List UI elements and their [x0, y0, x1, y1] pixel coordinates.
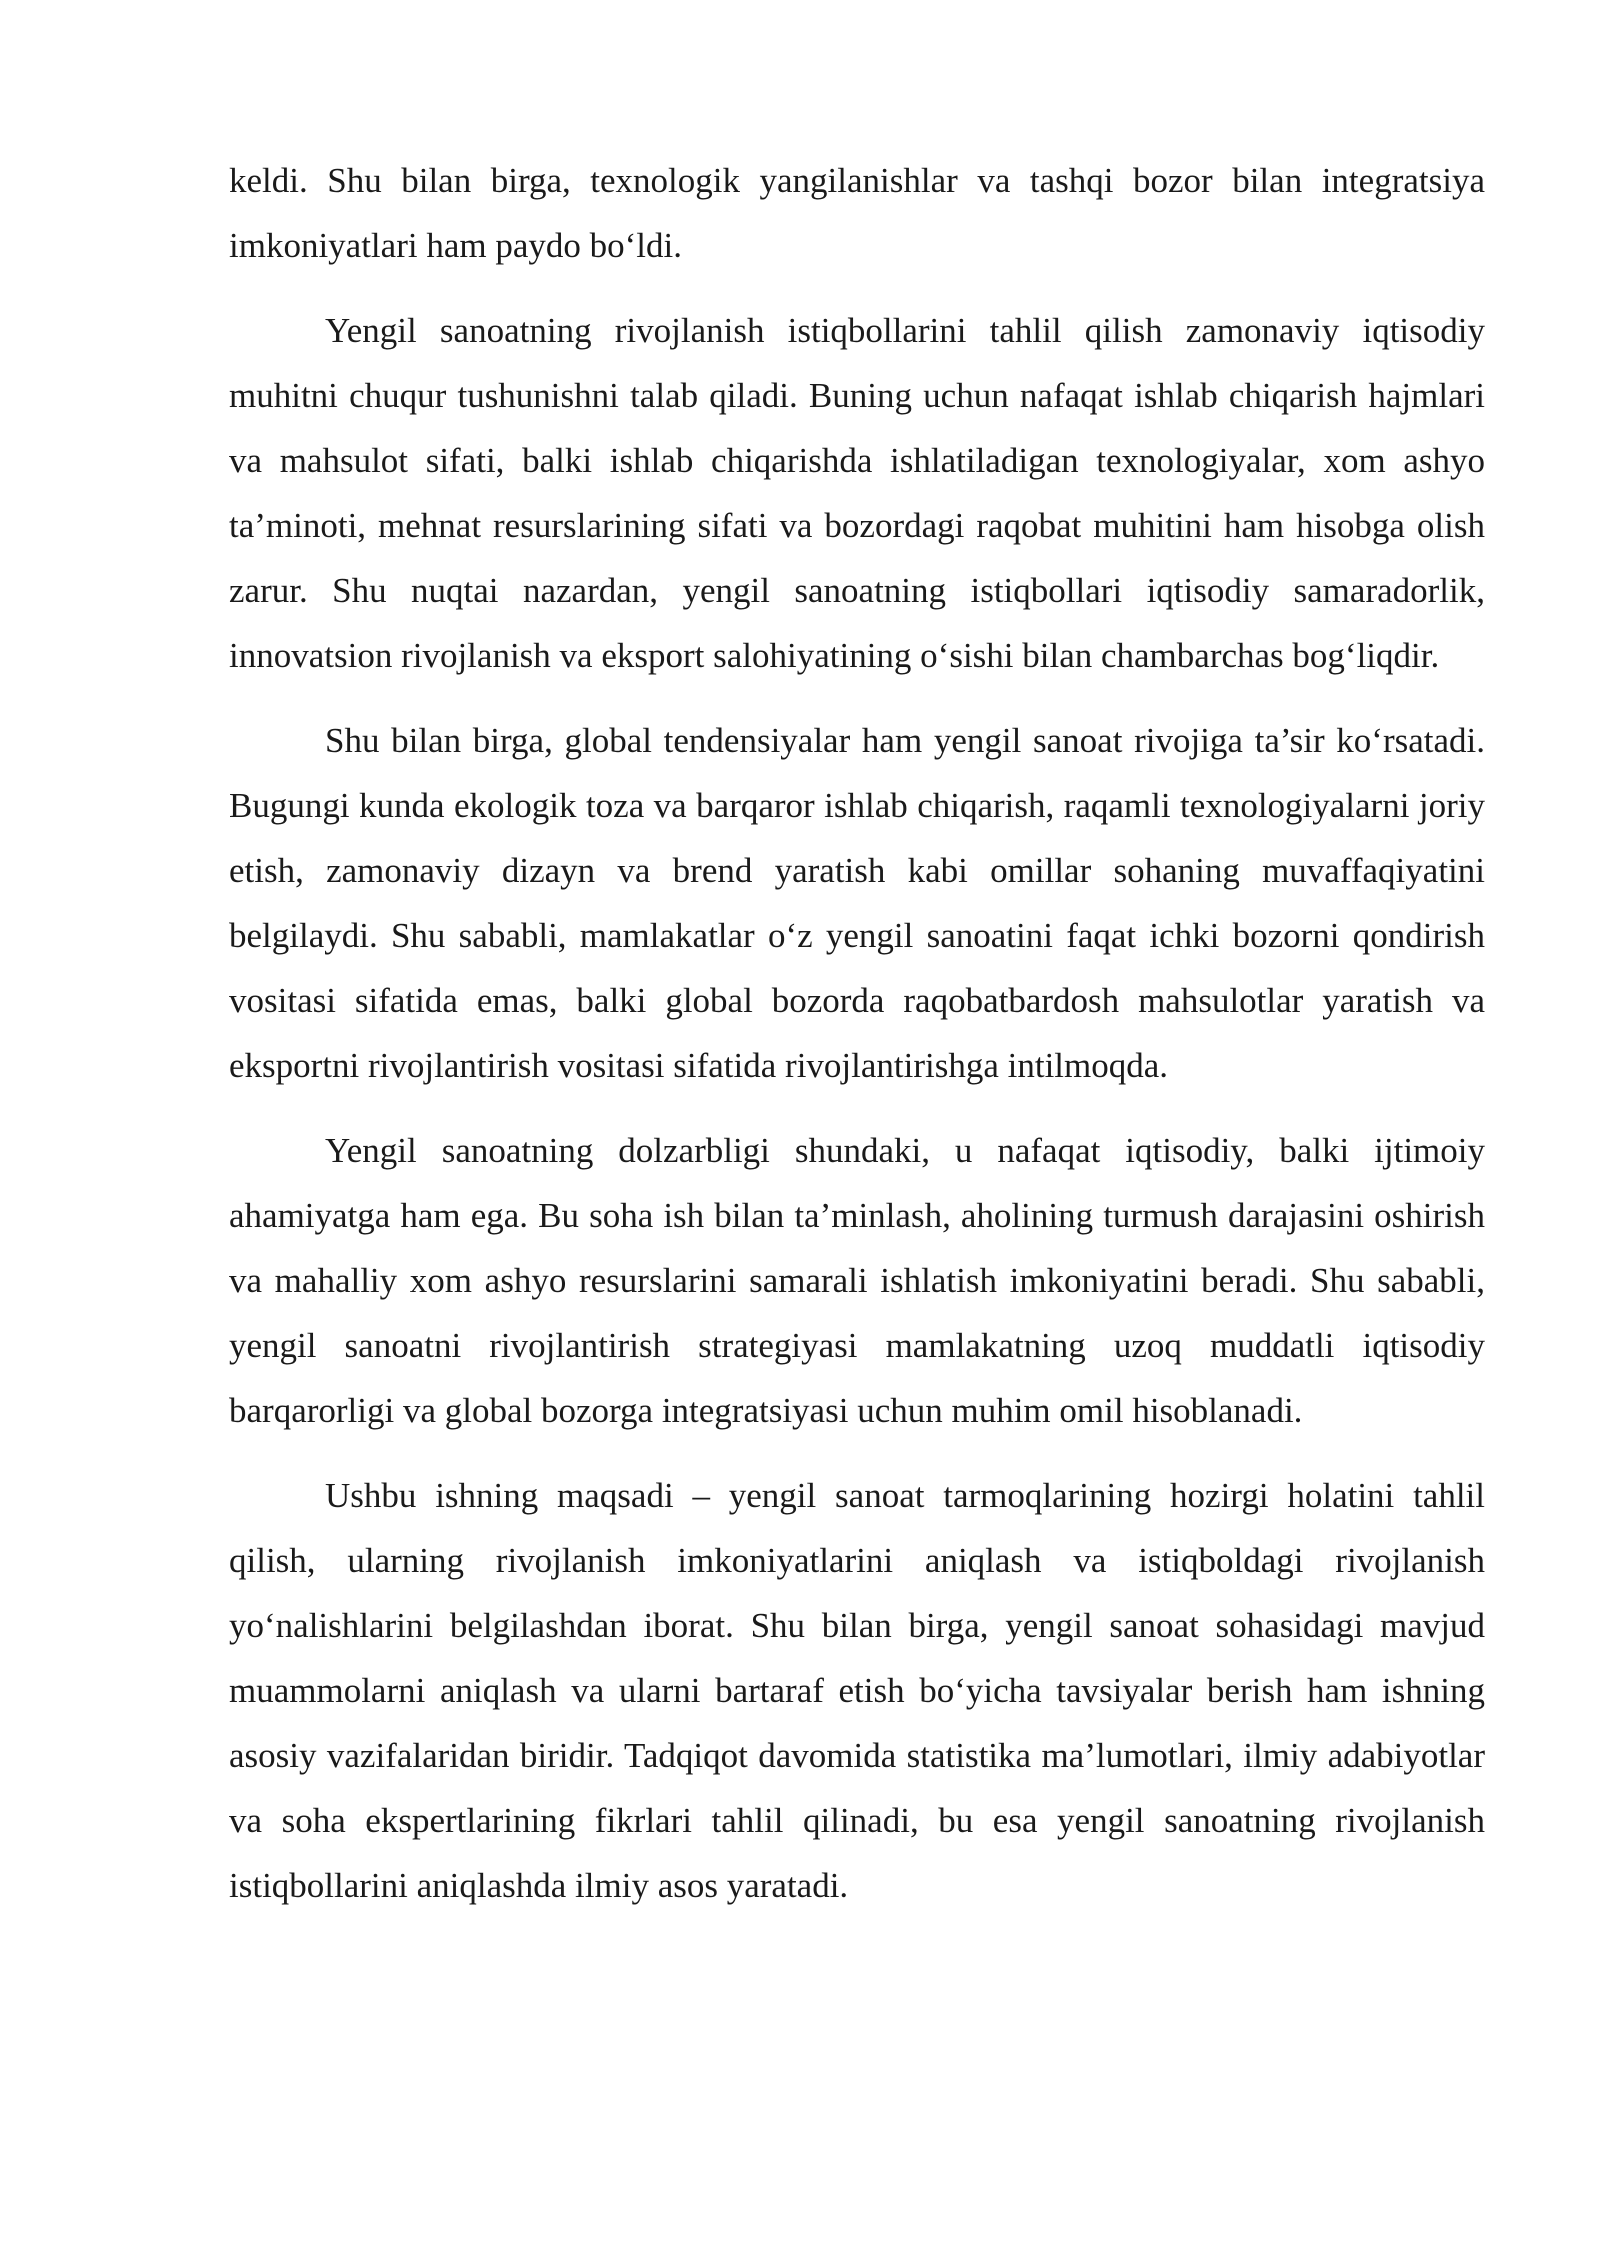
document-body: [229, 148, 1485, 1938]
paragraph: Ushbu ishning maqsadi – yengil sanoat tarmoqlarining hozirgi holatini tahlil qilish, ularning rivojlanish imkoniyatlarini aniqlash va istiqboldagi rivojlanish yo‘nalishlarini belgilashdan iborat. Shu bilan birga, yengil sanoat sohasidagi mavjud muammolarni aniqlash va ularni bartaraf etish bo‘yicha tavsiyalar berish ham ishning asosiy vazifalaridan biridir. Tadqiqot davomida statistika ma’lumotlari, ilmiy adabiyotlar va soha ekspertlarining fikrlari tahlil qilinadi, bu esa yengil sanoatning rivojlanish istiqbollarini aniqlashda ilmiy asos yaratadi.: [229, 1476, 1485, 1905]
paragraph-continuation: keldi. Shu bilan birga, texnologik yangilanishlar va tashqi bozor bilan integratsiya imkoniyatlari ham paydo bo‘ldi.: [229, 161, 1485, 265]
paragraph: Yengil sanoatning dolzarbligi shundaki, u nafaqat iqtisodiy, balki ijtimoiy ahamiyatga ham ega. Bu soha ish bilan ta’minlash, aholining turmush darajasini oshirish va mahalliy xom ashyo resurslarini samarali ishlatish imkoniyatini beradi. Shu sababli, yengil sanoatni rivojlantirish strategiyasi mamlakatning uzoq muddatli iqtisodiy barqarorligi va global bozorga integratsiyasi uchun muhim omil hisoblanadi.: [229, 1131, 1485, 1430]
paragraph: Yengil sanoatning rivojlanish istiqbollarini tahlil qilish zamonaviy iqtisodiy muhitni chuqur tushunishni talab qiladi. Buning uchun nafaqat ishlab chiqarish hajmlari va mahsulot sifati, balki ishlab chiqarishda ishlatiladigan texnologiyalar, xom ashyo ta’minoti, mehnat resurslarining sifati va bozordagi raqobat muhitini ham hisobga olish zarur. Shu nuqtai nazardan, yengil sanoatning istiqbollari iqtisodiy samaradorlik, innovatsion rivojlanish va eksport salohiyatining o‘sishi bilan chambarchas bog‘liqdir.: [229, 311, 1485, 675]
paragraph: Shu bilan birga, global tendensiyalar ham yengil sanoat rivojiga ta’sir ko‘rsatadi. Bugungi kunda ekologik toza va barqaror ishlab chiqarish, raqamli texnologiyalarni joriy etish, zamonaviy dizayn va brend yaratish kabi omillar sohaning muvaffaqiyatini belgilaydi. Shu sababli, mamlakatlar o‘z yengil sanoatini faqat ichki bozorni qondirish vositasi sifatida emas, balki global bozorda raqobatbardosh mahsulotlar yaratish va eksportni rivojlantirish vositasi sifatida rivojlantirishga intilmoqda.: [229, 721, 1485, 1085]
